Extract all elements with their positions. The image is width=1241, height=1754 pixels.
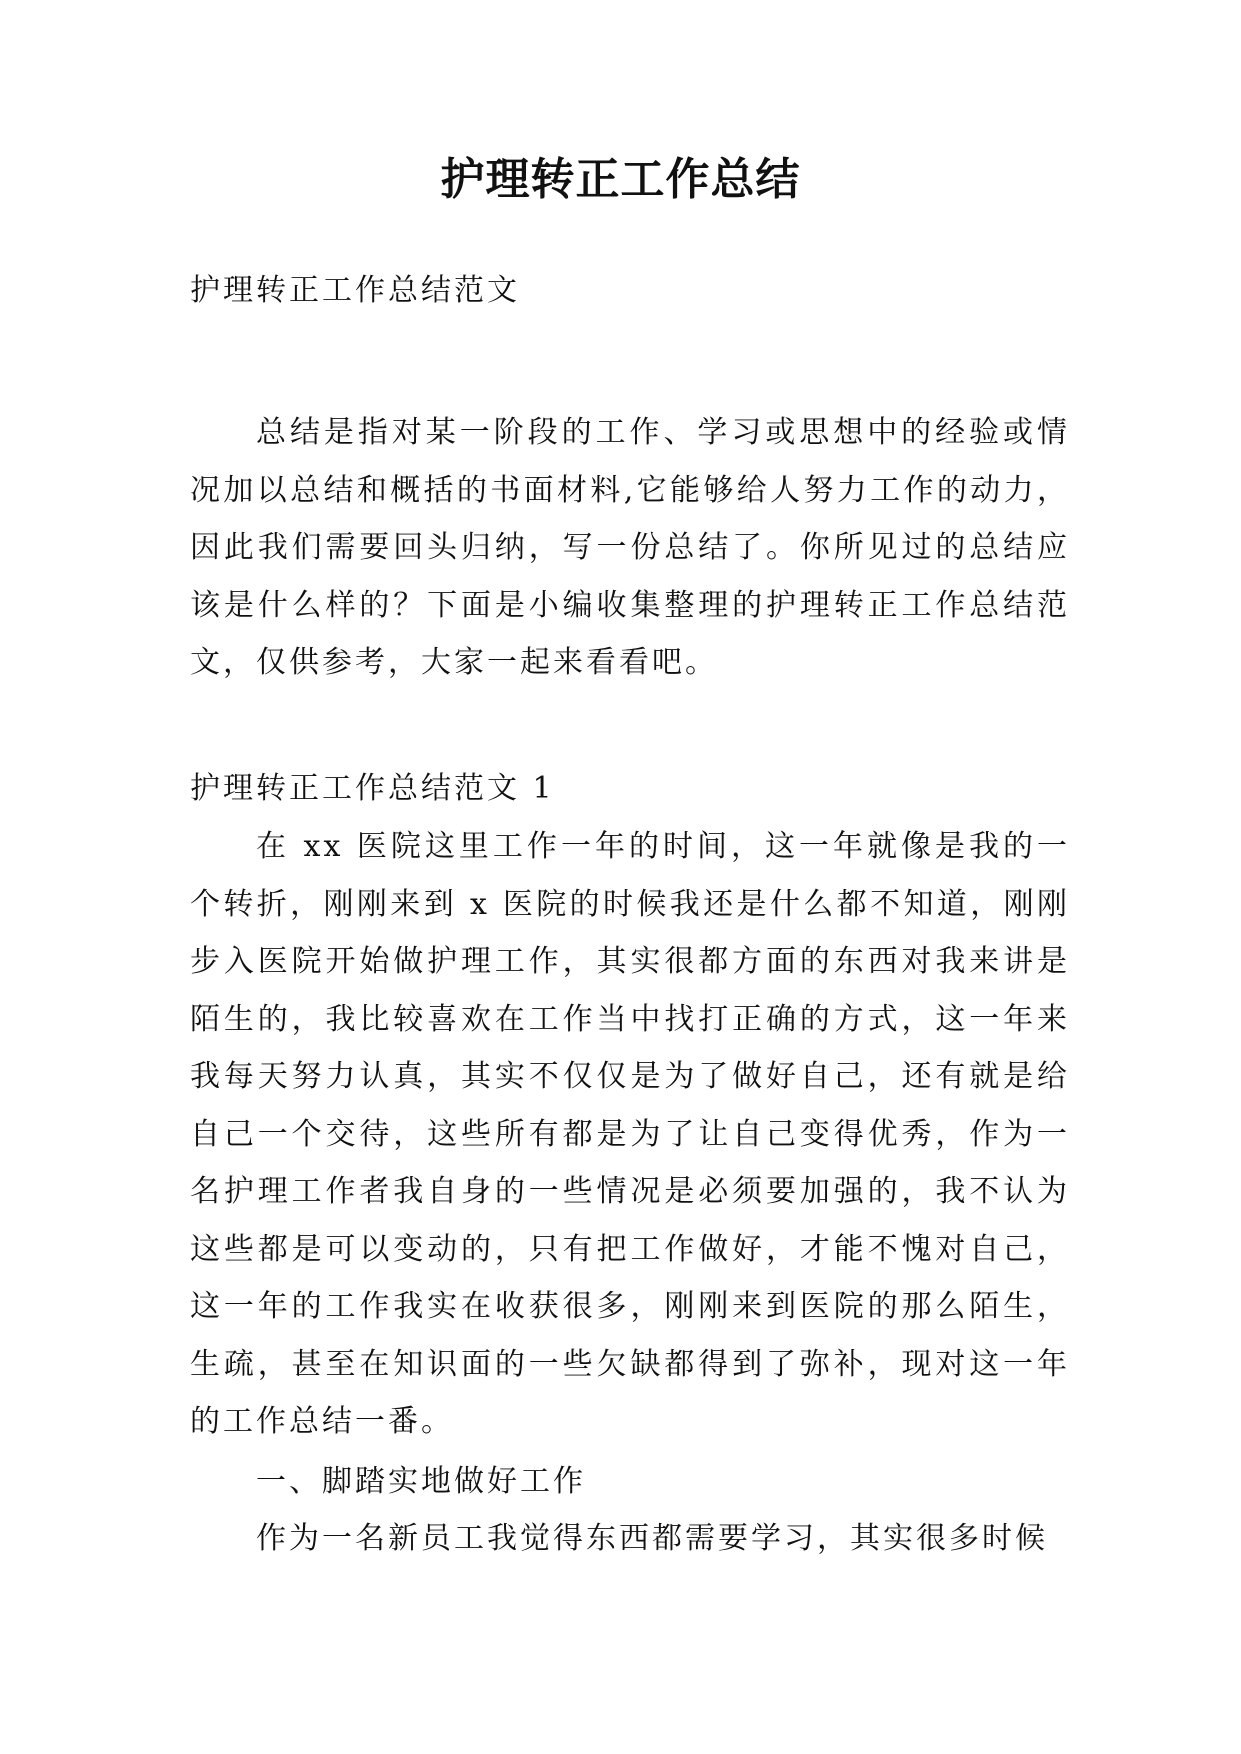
intro-paragraph: 总结是指对某一阶段的工作、学习或思想中的经验或情况加以总结和概括的书面材料,它能够给人努力工作的动力，因此我们需要回头归纳，写一份总结了。你所见过的总结应该是什么样的？下面是小编收集整理的护理转正工作总结范文，仅供参考，大家一起来看看吧。 <box>190 415 1070 680</box>
document-title: 护理转正工作总结 <box>440 154 801 205</box>
body-paragraph-2: 作为一名新员工我觉得东西都需要学习，其实很多时候 <box>256 1521 1048 1556</box>
section-heading-1: 一、脚踏实地做好工作 <box>256 1464 586 1499</box>
document-subtitle: 护理转正工作总结范文 <box>190 273 520 308</box>
body-paragraph-1: 在 xx 医院这里工作一年的时间，这一年就像是我的一个转折，刚刚来到 x 医院的时候我还是什么都不知道，刚刚步入医院开始做护理工作，其实很都方面的东西对我来讲是陌生的，我比较喜欢在工作当中找打正确的方式，这一年来我每天努力认真，其实不仅仅是为了做好自己，还有就是给自己一个交待，这些所有都是为了让自己变得优秀，作为一名护理工作者我自身的一些情况是必须要加强的，我不认为这些都是可以变动的，只有把工作做好，才能不愧对自己，这一年的工作我实在收获很多，刚刚来到医院的那么陌生，生疏，甚至在知识面的一些欠缺都得到了弥补，现对这一年的工作总结一番。 <box>190 829 1070 1439</box>
section-title: 护理转正工作总结范文 1 <box>190 771 555 806</box>
